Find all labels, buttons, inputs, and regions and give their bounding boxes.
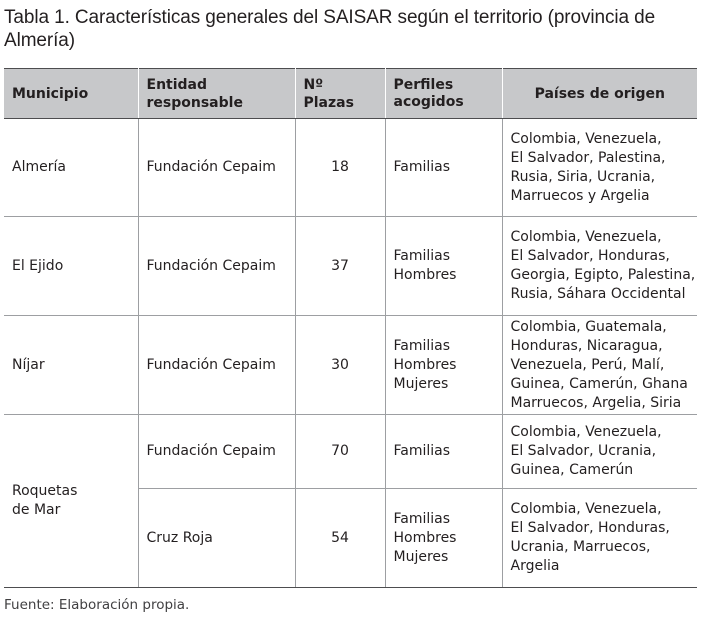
cell-paises xyxy=(502,119,697,217)
pais-line: Georgia, Egipto, Palestina, xyxy=(510,267,696,283)
cell-entidad: Fundación Cepaim xyxy=(138,217,295,316)
pais-line: El Salvador, Ucrania, xyxy=(510,443,657,459)
table-title: Tabla 1. Características generales del SAISAR según el territorio (provincia de Almería) xyxy=(4,7,656,51)
cell-entidad: Fundación Cepaim xyxy=(138,415,295,489)
cell-plazas: 18 xyxy=(295,119,385,217)
cell-plazas: 70 xyxy=(295,415,385,489)
header-municipio: Municipio xyxy=(4,69,138,119)
pais-line: El Salvador, Honduras, xyxy=(510,248,670,264)
perfil-line: Hombres xyxy=(393,356,457,373)
header-perfiles: Perfiles acogidos xyxy=(385,69,502,119)
data-table xyxy=(4,68,697,588)
perfil-line: Familias xyxy=(393,248,451,264)
pais-line: Marruecos, Argelia, Siria xyxy=(510,394,682,411)
perfil-line: Hombres xyxy=(393,529,457,546)
cell-plazas: 30 xyxy=(295,316,385,415)
cell-municipio: Níjar xyxy=(4,316,138,415)
cell-perfiles xyxy=(385,489,502,588)
table-body xyxy=(4,119,697,588)
header-paises: Países de origen xyxy=(502,69,697,119)
table-header xyxy=(4,69,697,119)
cell-perfiles xyxy=(385,119,502,217)
cell-municipio: El Ejido xyxy=(4,217,138,316)
pais-line: Venezuela, Perú, Malí, xyxy=(510,356,665,373)
pais-line: Colombia, Guatemala, xyxy=(510,318,667,335)
perfil-line: Familias xyxy=(393,159,451,175)
perfil-line: Mujeres xyxy=(393,375,449,392)
pais-line: Colombia, Venezuela, xyxy=(510,130,662,147)
cell-plazas: 54 xyxy=(295,489,385,588)
header-plazas: Nº Plazas xyxy=(295,69,385,119)
pais-line: Guinea, Camerún, Ghana xyxy=(510,375,688,392)
cell-entidad: Cruz Roja xyxy=(138,489,295,588)
cell-perfiles xyxy=(385,415,502,489)
table-row xyxy=(4,316,697,415)
cell-paises xyxy=(502,217,697,316)
table-row xyxy=(4,415,697,489)
table-row xyxy=(4,119,697,217)
cell-entidad: Fundación Cepaim xyxy=(138,316,295,415)
header-entidad: Entidad responsable xyxy=(138,69,295,119)
cell-perfiles xyxy=(385,217,502,316)
table-row xyxy=(4,217,697,316)
perfil-line: Mujeres xyxy=(393,548,449,565)
pais-line: Rusia, Siria, Ucrania, xyxy=(510,168,656,185)
pais-line: Honduras, Nicaragua, xyxy=(510,337,663,354)
pais-line: Colombia, Venezuela, xyxy=(510,501,662,517)
pais-line: Colombia, Venezuela, xyxy=(510,229,662,245)
pais-line: Colombia, Venezuela, xyxy=(510,424,662,440)
pais-line: Argelia xyxy=(510,558,560,574)
perfil-line: Familias xyxy=(393,337,451,354)
cell-municipio: Almería xyxy=(4,119,138,217)
pais-line: Marruecos y Argelia xyxy=(510,187,650,204)
pais-line: El Salvador, Honduras, xyxy=(510,520,670,536)
cell-paises xyxy=(502,415,697,489)
perfil-line: Hombres xyxy=(393,267,457,283)
cell-perfiles xyxy=(385,316,502,415)
cell-paises xyxy=(502,489,697,588)
source-note: Fuente: Elaboración propia. xyxy=(4,597,190,613)
municipio-line: de Mar xyxy=(12,502,61,518)
pais-line: El Salvador, Palestina, xyxy=(510,149,666,166)
municipio-line: Roquetas xyxy=(12,483,78,499)
pais-line: Rusia, Sáhara Occidental xyxy=(510,286,686,302)
pais-line: Ucrania, Marruecos, xyxy=(510,539,651,555)
cell-municipio xyxy=(4,415,138,588)
header-row xyxy=(4,69,697,119)
perfil-line: Familias xyxy=(393,510,451,527)
cell-entidad: Fundación Cepaim xyxy=(138,119,295,217)
perfil-line: Familias xyxy=(393,443,451,459)
cell-paises xyxy=(502,316,697,415)
pais-line: Guinea, Camerún xyxy=(510,462,634,478)
cell-plazas: 37 xyxy=(295,217,385,316)
